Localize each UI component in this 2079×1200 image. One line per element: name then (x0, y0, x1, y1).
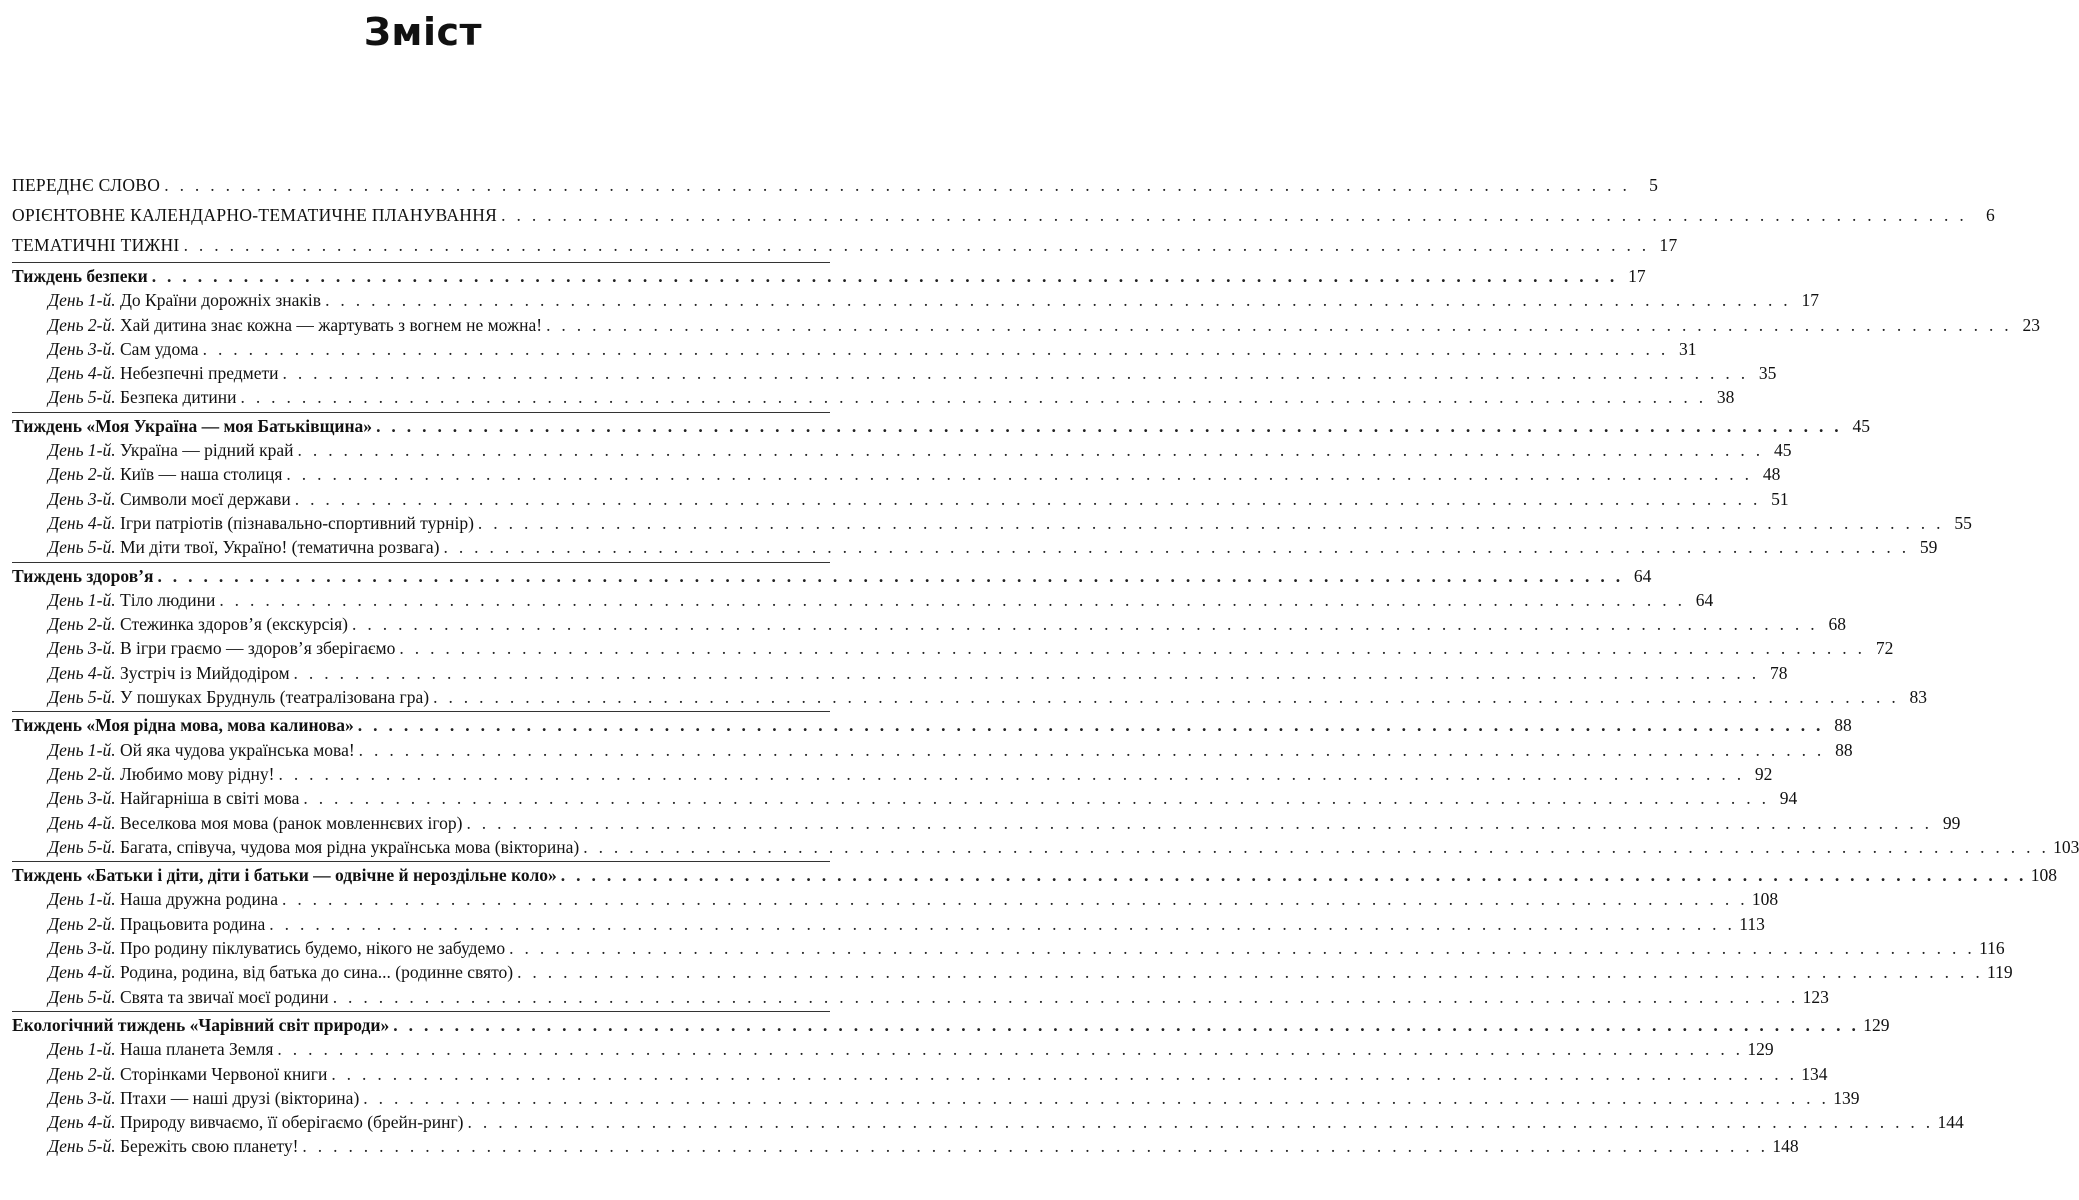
dot-leader: . . . . . . . . . . . . . . . . . . . . . . . . . . . . . . . . . . . . . . . . . . . . . . . . . . . . . . . . . . . . . . . . . . . . . . . . . . . . . . . . . . . . . . . . . . . . . . . . (477, 512, 1944, 533)
dot-leader: . . . . . . . . . . . . . . . . . . . . . . . . . . . . . . . . . . . . . . . . . . . . . . . . . . . . . . . . . . . . . . . . . . . . . . . . . . . . . . . . . . . . . . . . . . . . . . . . (509, 938, 1976, 959)
day-title: Родина, родина, від батька до сина... (родинне свято) (120, 962, 514, 983)
toc-week-entry[interactable] (12, 713, 1852, 737)
day-title: Сторінками Червоної книги (120, 1063, 328, 1084)
toc-day-entry[interactable] (12, 762, 1773, 786)
dot-leader: . . . . . . . . . . . . . . . . . . . . . . . . . . . . . . . . . . . . . . . . . . . . . . . . . . . . . . . . . . . . . . . . . . . . . . . . . . . . . . . . . . . . . . . . . . . . . . . . (269, 913, 1736, 934)
day-label: День 5-й. (48, 687, 116, 708)
page-number: 23 (2022, 314, 2040, 335)
toc-day-entry[interactable] (12, 936, 2005, 960)
day-label: День 4-й. (48, 512, 116, 533)
day-title: Україна — рідний край (120, 440, 294, 461)
page-number: 35 (1758, 363, 1777, 384)
toc-week-entry[interactable] (12, 863, 2057, 887)
entry-title (48, 1037, 273, 1061)
toc-day-entry[interactable] (12, 511, 1972, 535)
entry-title (48, 438, 294, 462)
page-number: 5 (1649, 175, 1659, 195)
day-label: День 2-й. (48, 314, 116, 335)
toc-day-entry[interactable] (12, 1110, 1964, 1134)
page-number: 92 (1754, 763, 1773, 784)
toc-day-entry[interactable] (12, 1086, 1860, 1110)
page-number: 88 (1835, 739, 1853, 760)
page-number: 113 (1739, 913, 1765, 934)
toc-day-entry[interactable] (12, 462, 1781, 486)
entry-title: Тиждень здоров’я (12, 565, 154, 586)
page-number: 103 (2053, 836, 2079, 857)
dot-leader: . . . . . . . . . . . . . . . . . . . . . . . . . . . . . . . . . . . . . . . . . . . . . . . . . . . . . . . . . . . . . . . . . . . . . . . . . . . . . . . . . . . . . . . . . . . . . . . . (399, 638, 1866, 659)
toc-day-entry[interactable] (12, 912, 1765, 936)
day-title: В ігри граємо — здоров’я зберігаємо (120, 638, 396, 659)
page-number: 144 (1937, 1112, 1964, 1133)
page-number: 59 (1919, 537, 1938, 558)
day-title: Багата, співуча, чудова моя рідна українська мова (вікторина) (120, 836, 580, 857)
section-divider (12, 262, 830, 263)
toc-day-entry[interactable] (12, 361, 1777, 385)
dot-leader: . . . . . . . . . . . . . . . . . . . . . . . . . . . . . . . . . . . . . . . . . . . . . . . . . . . . . . . . . . . . . . . . . . . . . . . . . . . . . . . . . . . . . . . . . . . . . . . . (393, 1014, 1860, 1035)
day-title: Безпека дитини (120, 387, 237, 408)
toc-day-entry[interactable] (12, 811, 1961, 835)
dot-leader: . . . . . . . . . . . . . . . . . . . . . . . . . . . . . . . . . . . . . . . . . . . . . . . . . . . . . . . . . . . . . . . . . . . . . . . . . . . . . . . . . . . . . . . . . . . . . . . . (443, 537, 1910, 558)
entry-title (48, 786, 299, 810)
page-number: 99 (1942, 812, 1961, 833)
day-title: Ігри патріотів (пізнавально-спортивний турнір) (120, 512, 474, 533)
page-number: 83 (1909, 687, 1928, 708)
dot-leader: . . . . . . . . . . . . . . . . . . . . . . . . . . . . . . . . . . . . . . . . . . . . . . . . . . . . . . . . . . . . . . . . . . . . . . . . . . . . . . . . . . . . . . . . . . . . . . . . (286, 464, 1753, 485)
dot-leader: . . . . . . . . . . . . . . . . . . . . . . . . . . . . . . . . . . . . . . . . . . . . . . . . . . . . . . . . . . . . . . . . . . . . . . . . . . . . . . . . . . . . . . . . . . . . . . . . (183, 235, 1650, 255)
toc-day-entry[interactable] (12, 438, 1792, 462)
page-number: 38 (1716, 387, 1735, 408)
section-divider (12, 711, 830, 712)
page-number: 116 (1979, 938, 2005, 959)
entry-title (48, 288, 321, 312)
toc-day-entry[interactable] (12, 487, 1789, 511)
day-title: До Країни дорожніх знаків (120, 290, 322, 311)
dot-leader: . . . . . . . . . . . . . . . . . . . . . . . . . . . . . . . . . . . . . . . . . . . . . . . . . . . . . . . . . . . . . . . . . . . . . . . . . . . . . . . . . . . . . . . . . . . . . . . . (352, 614, 1818, 635)
page-number: 134 (1801, 1063, 1828, 1084)
page-number: 129 (1747, 1039, 1774, 1060)
toc-day-entry[interactable] (12, 1062, 1828, 1086)
dot-leader: . . . . . . . . . . . . . . . . . . . . . . . . . . . . . . . . . . . . . . . . . . . . . . . . . . . . . . . . . . . . . . . . . . . . . . . . . . . . . . . . . . . . . . . . . . . . . . . . (281, 889, 1748, 910)
dot-leader: . . . . . . . . . . . . . . . . . . . . . . . . . . . . . . . . . . . . . . . . . . . . . . . . . . . . . . . . . . . . . . . . . . . . . . . . . . . . . . . . . . . . . . . . . . . . . . . . (560, 865, 2027, 886)
page-number: 45 (1852, 415, 1870, 436)
day-title: Про родину піклуватись будемо, нікого не забудемо (120, 938, 506, 959)
section-divider (12, 562, 830, 563)
dot-leader: . . . . . . . . . . . . . . . . . . . . . . . . . . . . . . . . . . . . . . . . . . . . . . . . . . . . . . . . . . . . . . . . . . . . . . . . . . . . . . . . . . . . . . . . . . . . . . . . (358, 739, 1825, 760)
page-number: 55 (1954, 512, 1972, 533)
day-label: День 1-й. (48, 589, 116, 610)
toc-day-entry[interactable] (12, 1037, 1774, 1061)
entry-title: ОРІЄНТОВНЕ КАЛЕНДАРНО-ТЕМАТИЧНЕ ПЛАНУВАННЯ (12, 205, 498, 225)
dot-leader: . . . . . . . . . . . . . . . . . . . . . . . . . . . . . . . . . . . . . . . . . . . . . . . . . . . . . . . . . . . . . . . . . . . . . . . . . . . . . . . . . . . . . . . . . . . . . . . . (583, 836, 2050, 857)
dot-leader: . . . . . . . . . . . . . . . . . . . . . . . . . . . . . . . . . . . . . . . . . . . . . . . . . . . . . . . . . . . . . . . . . . . . . . . . . . . . . . . . . . . . . . . . . . . . . . . . (466, 812, 1933, 833)
toc-day-entry[interactable] (12, 835, 2079, 859)
day-label: День 4-й. (48, 1112, 116, 1133)
entry-title (48, 1086, 359, 1110)
day-label: День 1-й. (48, 1039, 116, 1060)
day-label: День 1-й. (48, 889, 116, 910)
page-number: 139 (1833, 1087, 1860, 1108)
dot-leader: . . . . . . . . . . . . . . . . . . . . . . . . . . . . . . . . . . . . . . . . . . . . . . . . . . . . . . . . . . . . . . . . . . . . . . . . . . . . . . . . . . . . . . . . . . . . . . . . (293, 662, 1760, 683)
entry-title (48, 636, 395, 660)
dot-leader: . . . . . . . . . . . . . . . . . . . . . . . . . . . . . . . . . . . . . . . . . . . . . . . . . . . . . . . . . . . . . . . . . . . . . . . . . . . . . . . . . . . . . . . . . . . . . . . . (157, 565, 1624, 586)
entry-title (48, 612, 348, 636)
day-label: День 5-й. (48, 986, 116, 1007)
page-number: 123 (1802, 986, 1829, 1007)
table-of-contents (12, 170, 2079, 1159)
dot-leader: . . . . . . . . . . . . . . . . . . . . . . . . . . . . . . . . . . . . . . . . . . . . . . . . . . . . . . . . . . . . . . . . . . . . . . . . . . . . . . . . . . . . . . . . . . . . . . . . (546, 314, 2012, 335)
entry-title (48, 1062, 327, 1086)
day-label: День 2-й. (48, 464, 116, 485)
dot-leader: . . . . . . . . . . . . . . . . . . . . . . . . . . . . . . . . . . . . . . . . . . . . . . . . . . . . . . . . . . . . . . . . . . . . . . . . . . . . . . . . . . . . . . . . . . . . . . . . (363, 1087, 1830, 1108)
toc-day-entry[interactable] (12, 887, 1779, 911)
dot-leader: . . . . . . . . . . . . . . . . . . . . . . . . . . . . . . . . . . . . . . . . . . . . . . . . . . . . . . . . . . . . . . . . . . . . . . . . . . . . . . . . . . . . . . . . . . . . . . . . (433, 687, 1900, 708)
toc-week-entry[interactable] (12, 414, 1870, 438)
page-number: 17 (1659, 235, 1678, 255)
toc-day-entry[interactable] (12, 985, 1829, 1009)
day-label: День 5-й. (48, 387, 116, 408)
toc-week-entry[interactable] (12, 564, 1652, 588)
day-title: Найгарніша в світі мова (120, 788, 300, 809)
dot-leader: . . . . . . . . . . . . . . . . . . . . . . . . . . . . . . . . . . . . . . . . . . . . . . . . . . . . . . . . . . . . . . . . . . . . . . . . . . . . . . . . . . . . . . . . . . . . . . . . (240, 387, 1707, 408)
dot-leader: . . . . . . . . . . . . . . . . . . . . . . . . . . . . . . . . . . . . . . . . . . . . . . . . . . . . . . . . . . . . . . . . . . . . . . . . . . . . . . . . . . . . . . . . . . . . . . . . (376, 415, 1842, 436)
day-label: День 1-й. (48, 739, 116, 760)
day-title: Стежинка здоров’я (екскурсія) (120, 614, 349, 635)
day-label: День 2-й. (48, 763, 116, 784)
day-label: День 2-й. (48, 1063, 116, 1084)
dot-leader: . . . . . . . . . . . . . . . . . . . . . . . . . . . . . . . . . . . . . . . . . . . . . . . . . . . . . . . . . . . . . . . . . . . . . . . . . . . . . . . . . . . . . . . . . . . . . . . . (151, 266, 1618, 286)
day-title: Символи моєї держави (120, 488, 291, 509)
day-label: День 4-й. (48, 812, 116, 833)
day-label: День 5-й. (48, 537, 116, 558)
page-number: 88 (1834, 715, 1852, 736)
toc-week-entry[interactable] (12, 264, 1646, 288)
toc-top-entry[interactable] (12, 200, 1996, 230)
entry-title (48, 661, 290, 685)
entry-title: ПЕРЕДНЄ СЛОВО (12, 175, 161, 195)
entry-title (48, 385, 236, 409)
dot-leader: . . . . . . . . . . . . . . . . . . . . . . . . . . . . . . . . . . . . . . . . . . . . . . . . . . . . . . . . . . . . . . . . . . . . . . . . . . . . . . . . . . . . . . . . . . . . . . . . (202, 338, 1669, 359)
dot-leader: . . . . . . . . . . . . . . . . . . . . . . . . . . . . . . . . . . . . . . . . . . . . . . . . . . . . . . . . . . . . . . . . . . . . . . . . . . . . . . . . . . . . . . . . . . . . . . . . (219, 589, 1686, 610)
toc-day-entry[interactable] (12, 685, 1928, 709)
dot-leader: . . . . . . . . . . . . . . . . . . . . . . . . . . . . . . . . . . . . . . . . . . . . . . . . . . . . . . . . . . . . . . . . . . . . . . . . . . . . . . . . . . . . . . . . . . . . . . . . (357, 715, 1824, 736)
entry-title (48, 960, 513, 984)
page-number: 31 (1679, 338, 1697, 359)
page-number: 64 (1633, 565, 1652, 586)
day-title: Сам удома (120, 338, 199, 359)
toc-top-entry[interactable] (12, 230, 1678, 260)
section-divider (12, 861, 830, 862)
entry-title (48, 487, 291, 511)
page-number: 108 (2030, 865, 2057, 886)
toc-day-entry[interactable] (12, 337, 1697, 361)
dot-leader: . . . . . . . . . . . . . . . . . . . . . . . . . . . . . . . . . . . . . . . . . . . . . . . . . . . . . . . . . . . . . . . . . . . . . . . . . . . . . . . . . . . . . . . . . . . . . . . . (282, 363, 1749, 384)
dot-leader: . . . . . . . . . . . . . . . . . . . . . . . . . . . . . . . . . . . . . . . . . . . . . . . . . . . . . . . . . . . . . . . . . . . . . . . . . . . . . . . . . . . . . . . . . . . . . . . . (325, 290, 1791, 311)
entry-title (48, 985, 329, 1009)
day-title: Птахи — наші друзі (вікторина) (120, 1087, 360, 1108)
page-number: 108 (1751, 889, 1779, 910)
toc-day-entry[interactable] (12, 636, 1894, 660)
entry-title (48, 337, 199, 361)
toc-day-entry[interactable] (12, 1134, 1799, 1158)
entry-title (48, 936, 505, 960)
entry-title: Тиждень «Батьки і діти, діти і батьки — одвічне й нероздільне коло» (12, 865, 557, 886)
day-title: Свята та звичаї моєї родини (120, 986, 329, 1007)
day-title: Зустріч із Мийдодіром (120, 662, 290, 683)
entry-title (48, 685, 429, 709)
toc-day-entry[interactable] (12, 661, 1788, 685)
toc-week-entry[interactable] (12, 1013, 1890, 1037)
page-number: 6 (1986, 205, 1996, 225)
day-title: Любимо мову рідну! (120, 763, 275, 784)
entry-title (48, 835, 579, 859)
day-label: День 2-й. (48, 913, 116, 934)
entry-title (48, 1110, 464, 1134)
day-title: Ой яка чудова українська мова! (120, 739, 355, 760)
toc-day-entry[interactable] (12, 588, 1714, 612)
day-title: Наша дружна родина (120, 889, 278, 910)
day-label: День 3-й. (48, 1087, 116, 1108)
day-title: Наша планета Земля (120, 1039, 274, 1060)
section-divider (12, 412, 830, 413)
day-title: Веселкова моя мова (ранок мовленнєвих ігор) (120, 812, 463, 833)
dot-leader: . . . . . . . . . . . . . . . . . . . . . . . . . . . . . . . . . . . . . . . . . . . . . . . . . . . . . . . . . . . . . . . . . . . . . . . . . . . . . . . . . . . . . . . . . . . . . . . . (297, 440, 1764, 461)
page-number: 129 (1863, 1014, 1890, 1035)
toc-day-entry[interactable] (12, 612, 1846, 636)
day-title: Працьовита родина (120, 913, 266, 934)
dot-leader: . . . . . . . . . . . . . . . . . . . . . . . . . . . . . . . . . . . . . . . . . . . . . . . . . . . . . . . . . . . . . . . . . . . . . . . . . . . . . . . . . . . . . . . . . . . . . . . . (164, 175, 1631, 195)
dot-leader: . . . . . . . . . . . . . . . . . . . . . . . . . . . . . . . . . . . . . . . . . . . . . . . . . . . . . . . . . . . . . . . . . . . . . . . . . . . . . . . . . . . . . . . . . . . . . . . . (277, 1039, 1744, 1060)
page-title: Зміст (363, 10, 483, 54)
entry-title (48, 1134, 298, 1158)
dot-leader: . . . . . . . . . . . . . . . . . . . . . . . . . . . . . . . . . . . . . . . . . . . . . . . . . . . . . . . . . . . . . . . . . . . . . . . . . . . . . . . . . . . . . . . . . . . . . . . . (278, 763, 1745, 784)
day-title: Тіло людини (120, 589, 216, 610)
dot-leader: . . . . . . . . . . . . . . . . . . . . . . . . . . . . . . . . . . . . . . . . . . . . . . . . . . . . . . . . . . . . . . . . . . . . . . . . . . . . . . . . . . . . . . . . . . . . . . . . (303, 788, 1770, 809)
toc-top-entry[interactable] (12, 170, 1659, 200)
day-label: День 4-й. (48, 363, 116, 384)
page-number: 51 (1771, 488, 1789, 509)
day-label: День 3-й. (48, 488, 116, 509)
dot-leader: . . . . . . . . . . . . . . . . . . . . . . . . . . . . . . . . . . . . . . . . . . . . . . . . . . . . . . . . . . . . . . . . . . . . . . . . . . . . . . . . . . . . . . . . . . . . . . . . (294, 488, 1761, 509)
entry-title (48, 361, 278, 385)
day-label: День 5-й. (48, 1136, 116, 1157)
day-label: День 4-й. (48, 962, 116, 983)
dot-leader: . . . . . . . . . . . . . . . . . . . . . . . . . . . . . . . . . . . . . . . . . . . . . . . . . . . . . . . . . . . . . . . . . . . . . . . . . . . . . . . . . . . . . . . . . . . . . . . . (331, 1063, 1798, 1084)
dot-leader: . . . . . . . . . . . . . . . . . . . . . . . . . . . . . . . . . . . . . . . . . . . . . . . . . . . . . . . . . . . . . . . . . . . . . . . . . . . . . . . . . . . . . . . . . . . . . . . . (332, 986, 1799, 1007)
day-title: Бережіть свою планету! (120, 1136, 299, 1157)
day-title: Ми діти твої, Україно! (тематична розвага) (120, 537, 440, 558)
toc-day-entry[interactable] (12, 786, 1798, 810)
page-number: 64 (1695, 589, 1714, 610)
entry-title (48, 511, 474, 535)
day-title: У пошуках Бруднуль (театралізована гра) (120, 687, 430, 708)
page-number: 17 (1801, 290, 1819, 311)
page-number: 148 (1772, 1136, 1799, 1157)
page-number: 45 (1773, 440, 1792, 461)
day-label: День 3-й. (48, 788, 116, 809)
dot-leader: . . . . . . . . . . . . . . . . . . . . . . . . . . . . . . . . . . . . . . . . . . . . . . . . . . . . . . . . . . . . . . . . . . . . . . . . . . . . . . . . . . . . . . . . . . . . . . . . (501, 205, 1968, 225)
entry-title: Тиждень «Моя Україна — моя Батьківщина» (12, 415, 373, 436)
entry-title (48, 535, 439, 559)
toc-day-entry[interactable] (12, 535, 1938, 559)
toc-day-entry[interactable] (12, 738, 1853, 762)
day-label: День 4-й. (48, 662, 116, 683)
day-label: День 3-й. (48, 638, 116, 659)
day-title: Хай дитина знає кожна — жартувать з вогнем не можна! (120, 314, 543, 335)
day-title: Київ — наша столиця (120, 464, 283, 485)
day-title: Природу вивчаємо, її оберігаємо (брейн-ринг) (120, 1112, 464, 1133)
entry-title (48, 462, 282, 486)
entry-title (48, 887, 278, 911)
entry-title: Тиждень безпеки (12, 266, 148, 286)
day-title: Небезпечні предмети (120, 363, 279, 384)
day-label: День 3-й. (48, 938, 116, 959)
entry-title (48, 588, 215, 612)
entry-title (48, 912, 265, 936)
entry-title (48, 313, 542, 337)
entry-title (48, 738, 355, 762)
page-number: 72 (1875, 638, 1894, 659)
page-number: 94 (1779, 788, 1798, 809)
entry-title: Екологічний тиждень «Чарівний світ природи» (12, 1014, 390, 1035)
day-label: День 1-й. (48, 290, 116, 311)
page-number: 119 (1987, 962, 2013, 983)
entry-title: ТЕМАТИЧНІ ТИЖНІ (12, 235, 180, 255)
dot-leader: . . . . . . . . . . . . . . . . . . . . . . . . . . . . . . . . . . . . . . . . . . . . . . . . . . . . . . . . . . . . . . . . . . . . . . . . . . . . . . . . . . . . . . . . . . . . . . . . (517, 962, 1984, 983)
toc-day-entry[interactable] (12, 288, 1819, 312)
page-number: 78 (1769, 662, 1788, 683)
toc-day-entry[interactable] (12, 960, 2013, 984)
entry-title (48, 762, 274, 786)
dot-leader: . . . . . . . . . . . . . . . . . . . . . . . . . . . . . . . . . . . . . . . . . . . . . . . . . . . . . . . . . . . . . . . . . . . . . . . . . . . . . . . . . . . . . . . . . . . . . . . . (302, 1136, 1769, 1157)
day-label: День 1-й. (48, 440, 116, 461)
section-divider (12, 1011, 830, 1012)
entry-title: Тиждень «Моя рідна мова, мова калинова» (12, 715, 354, 736)
day-label: День 3-й. (48, 338, 116, 359)
day-label: День 2-й. (48, 614, 116, 635)
page-number: 48 (1762, 464, 1781, 485)
page-number: 68 (1828, 614, 1846, 635)
day-label: День 5-й. (48, 836, 116, 857)
page-number: 17 (1628, 266, 1646, 286)
toc-day-entry[interactable] (12, 385, 1735, 409)
dot-leader: . . . . . . . . . . . . . . . . . . . . . . . . . . . . . . . . . . . . . . . . . . . . . . . . . . . . . . . . . . . . . . . . . . . . . . . . . . . . . . . . . . . . . . . . . . . . . . . . (467, 1112, 1934, 1133)
entry-title (48, 811, 462, 835)
toc-day-entry[interactable] (12, 313, 2040, 337)
